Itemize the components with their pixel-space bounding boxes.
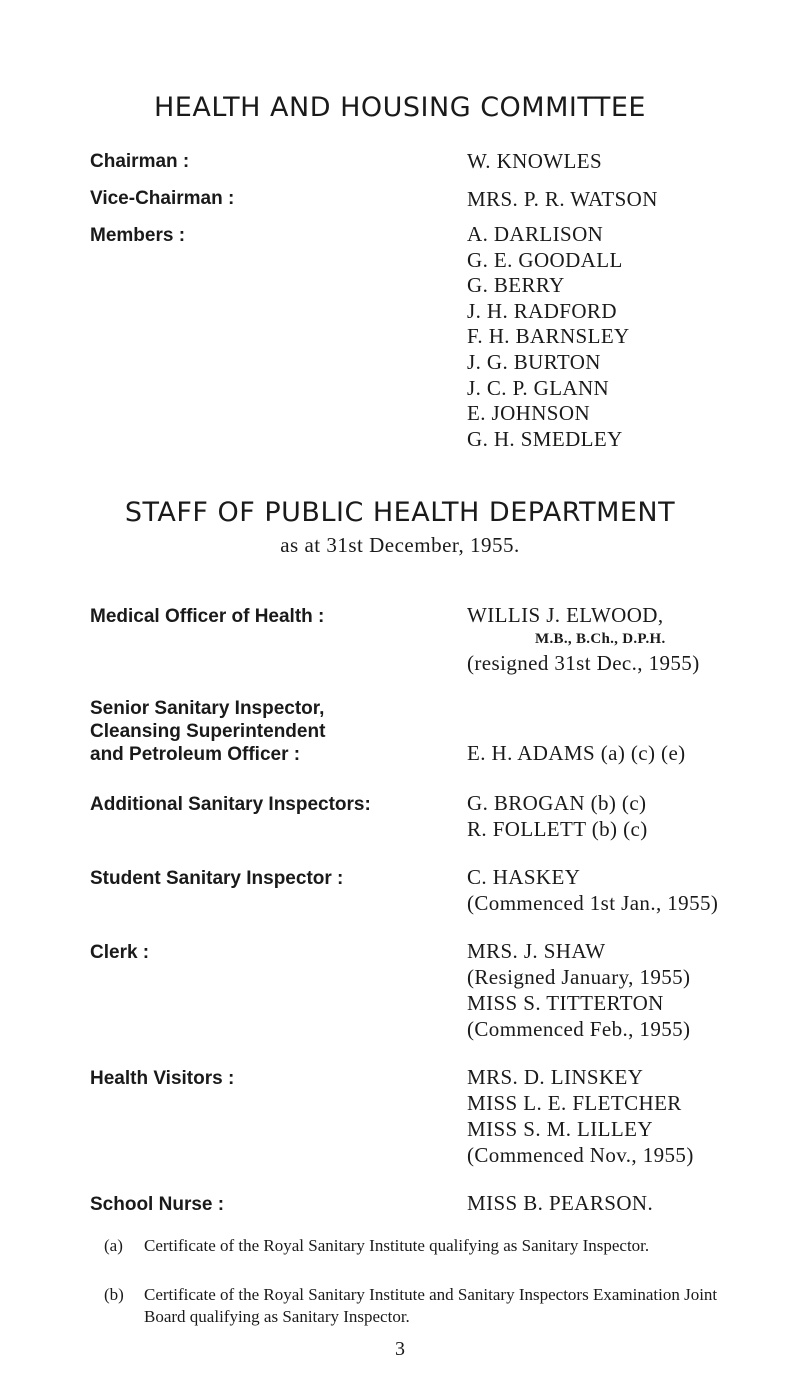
student-inspector-entry [467, 864, 718, 916]
student-inspector-note: (Commenced 1st Jan., 1955) [467, 891, 719, 915]
members-label: Members : [90, 225, 186, 246]
member-item: J. C. P. GLANN [467, 375, 610, 400]
student-inspector-name: C. HASKEY [467, 865, 581, 889]
member-item: G. H. SMEDLEY [467, 426, 623, 451]
school-nurse-name: MISS B. PEARSON. [467, 1191, 654, 1215]
member-item: J. H. RADFORD [467, 298, 617, 323]
health-visitor: MRS. D. LINSKEY [467, 1065, 644, 1089]
additional-inspector: G. BROGAN (b) (c) [467, 791, 647, 815]
senior-label-line: Cleansing Superintendent [90, 721, 326, 742]
footnote-tag: (a) [104, 1236, 123, 1255]
member-item: F. H. BARNSLEY [467, 324, 630, 349]
senior-inspector-name: E. H. ADAMS (a) (c) (e) [467, 741, 686, 765]
student-inspector-label: Student Sanitary Inspector : [90, 868, 344, 889]
staff-heading: STAFF OF PUBLIC HEALTH DEPARTMENT [124, 497, 676, 528]
health-visitors-label: Health Visitors : [90, 1068, 235, 1089]
vice-chairman-label: Vice-Chairman : [90, 188, 235, 209]
footnote-text: Certificate of the Royal Sanitary Institute and Sanitary Inspectors Examination Joint Board qualifying as Sanitary Inspector. [144, 1285, 718, 1326]
committee-heading: HEALTH AND HOUSING COMMITTEE [154, 92, 646, 123]
clerk-line: MRS. J. SHAW [467, 939, 606, 963]
member-item: G. E. GOODALL [467, 247, 623, 272]
page-number: 3 [395, 1338, 405, 1360]
clerk-entry [467, 938, 690, 1042]
moh-label: Medical Officer of Health : [90, 606, 325, 627]
vice-chairman-name: MRS. P. R. WATSON [467, 187, 658, 211]
health-visitors-list [467, 1064, 694, 1168]
health-visitor: MISS S. M. LILLEY [467, 1117, 653, 1141]
member-item: A. DARLISON [467, 222, 604, 246]
moh-name: WILLIS J. ELWOOD, [467, 603, 664, 627]
senior-label-line: and Petroleum Officer : [90, 744, 301, 765]
additional-inspectors-list [467, 790, 648, 842]
moh-entry [467, 602, 700, 676]
chairman-label: Chairman : [90, 151, 190, 172]
health-visitor-note: (Commenced Nov., 1955) [467, 1143, 694, 1167]
school-nurse-label: School Nurse : [90, 1194, 225, 1215]
member-item: E. JOHNSON [467, 401, 591, 426]
clerk-line: (Resigned January, 1955) [467, 965, 691, 989]
senior-inspector-label [90, 697, 325, 766]
clerk-line: MISS S. TITTERTON [467, 991, 664, 1015]
staff-subtitle: as at 31st December, 1955. [280, 533, 520, 557]
clerk-label: Clerk : [90, 942, 150, 963]
health-visitor: MISS L. E. FLETCHER [467, 1091, 682, 1115]
footnote-text: Certificate of the Royal Sanitary Institute qualifying as Sanitary Inspector. [144, 1236, 650, 1255]
senior-label-line: Senior Sanitary Inspector, [90, 698, 325, 719]
footnote-tag: (b) [104, 1285, 124, 1304]
moh-qualifications: M.B., B.Ch., D.P.H. [535, 631, 666, 647]
additional-inspectors-label: Additional Sanitary Inspectors: [90, 794, 371, 815]
member-item: G. BERRY [467, 273, 565, 298]
chairman-name: W. KNOWLES [467, 149, 603, 173]
footnote [104, 1284, 744, 1328]
footnote [104, 1235, 744, 1257]
clerk-line: (Commenced Feb., 1955) [467, 1017, 691, 1041]
member-item: J. G. BURTON [467, 349, 601, 374]
moh-note: (resigned 31st Dec., 1955) [467, 651, 700, 675]
additional-inspector: R. FOLLETT (b) (c) [467, 817, 648, 841]
members-list [467, 222, 630, 452]
